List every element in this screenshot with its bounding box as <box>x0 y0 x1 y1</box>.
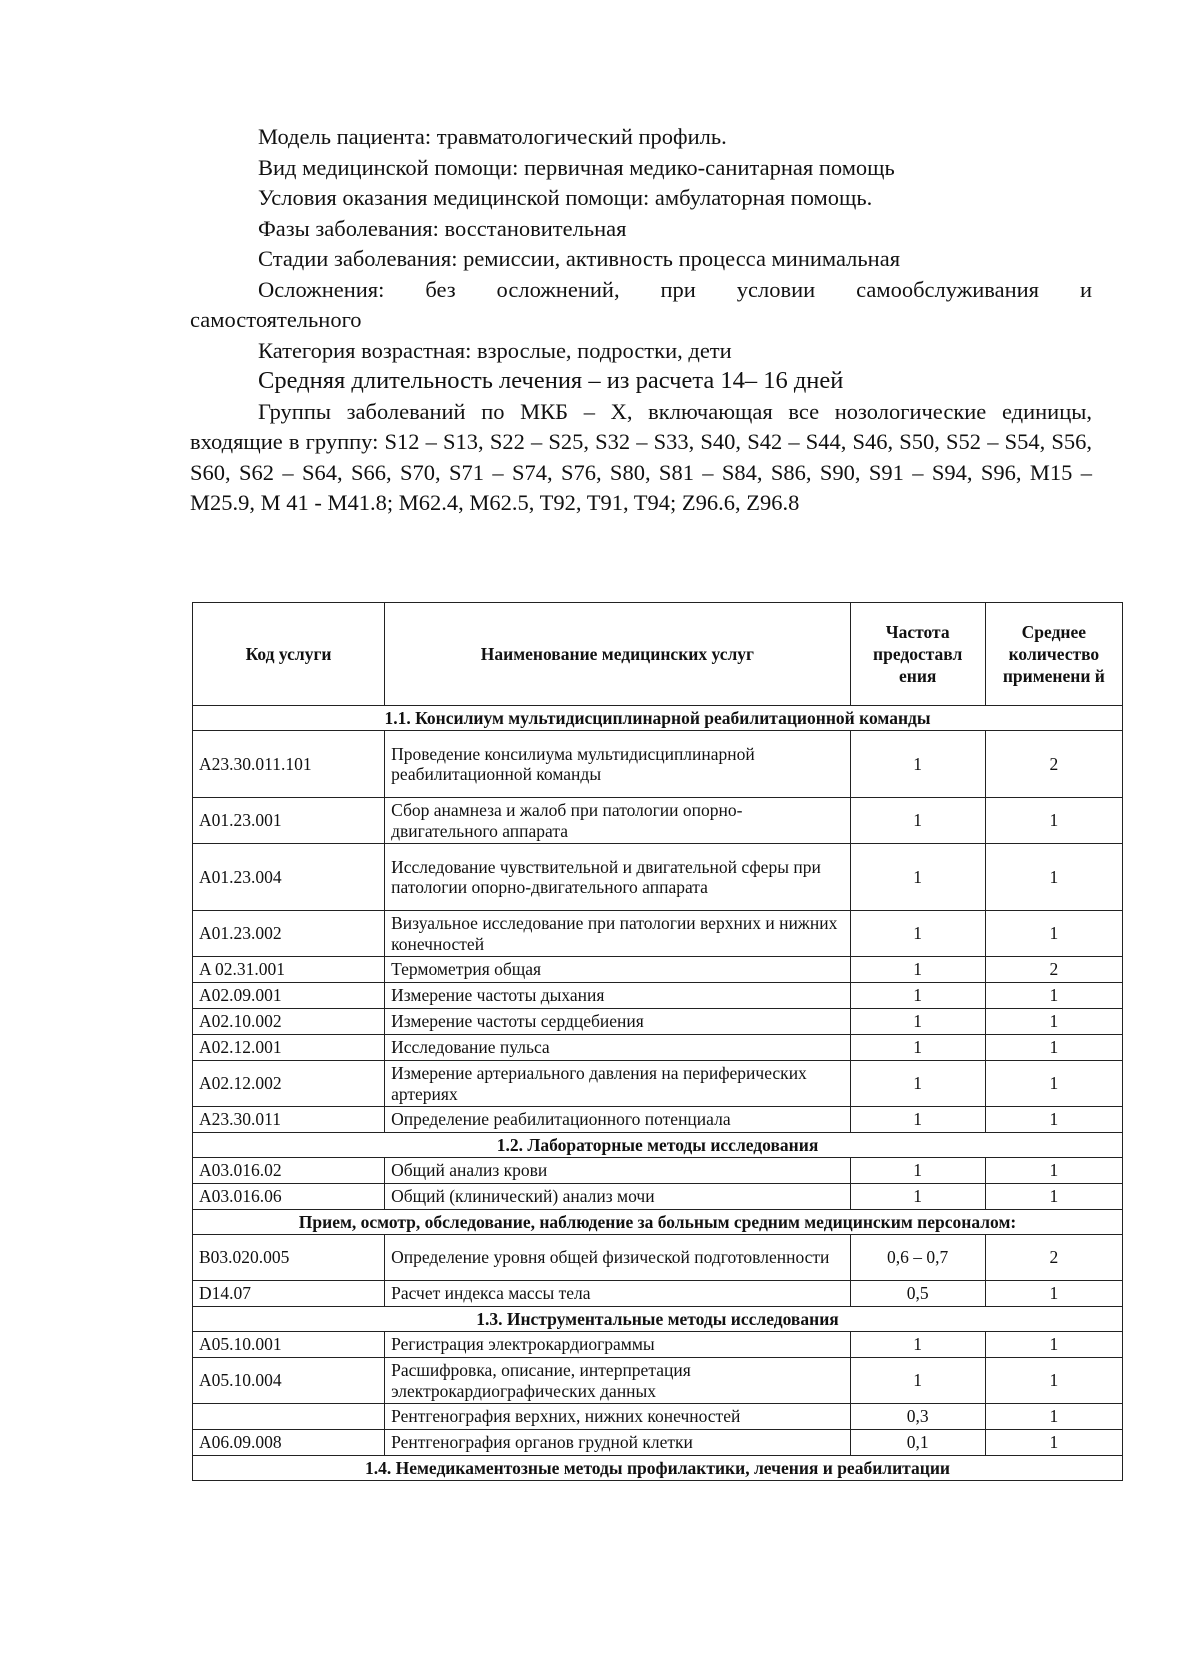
table-row <box>193 1184 1123 1210</box>
service-average-count: 1 <box>985 1158 1122 1184</box>
service-name: Расшифровка, описание, интерпретация электрокардиографических данных <box>385 1358 851 1404</box>
table-row <box>193 983 1123 1009</box>
service-code: A01.23.002 <box>193 911 385 957</box>
service-code: A 02.31.001 <box>193 957 385 983</box>
service-code: A23.30.011 <box>193 1107 385 1133</box>
service-average-count: 1 <box>985 1009 1122 1035</box>
service-code: A01.23.004 <box>193 844 385 911</box>
service-name: Рентгенография верхних, нижних конечностей <box>385 1404 851 1430</box>
section-title: Прием, осмотр, обследование, наблюдение за больным средним медицинским персоналом: <box>193 1210 1123 1235</box>
service-code: B03.020.005 <box>193 1235 385 1281</box>
service-code <box>193 1404 385 1430</box>
service-frequency: 1 <box>850 731 985 798</box>
column-header-average-count: Среднее количество применени й <box>985 603 1122 706</box>
service-average-count: 1 <box>985 983 1122 1009</box>
service-average-count: 1 <box>985 1430 1122 1456</box>
service-average-count: 2 <box>985 731 1122 798</box>
table-row <box>193 911 1123 957</box>
disease-stage-line: Стадии заболевания: ремиссии, активность процесса минимальная <box>258 246 901 271</box>
service-code: A06.09.008 <box>193 1430 385 1456</box>
table-row <box>193 1358 1123 1404</box>
service-name: Определение уровня общей физической подготовленности <box>385 1235 851 1281</box>
care-type-line: Вид медицинской помощи: первичная медико-санитарная помощь <box>258 154 895 180</box>
service-average-count: 1 <box>985 1281 1122 1307</box>
medical-services-table <box>192 602 1123 1481</box>
service-frequency: 1 <box>850 844 985 911</box>
service-code: A01.23.001 <box>193 798 385 844</box>
section-heading-row <box>193 1307 1123 1332</box>
service-name: Регистрация электрокардиограммы <box>385 1332 851 1358</box>
service-average-count: 1 <box>985 1184 1122 1210</box>
table-row <box>193 1035 1123 1061</box>
service-average-count: 1 <box>985 1358 1122 1404</box>
service-name: Термометрия общая <box>385 957 851 983</box>
section-heading-row <box>193 706 1123 731</box>
service-average-count: 1 <box>985 1332 1122 1358</box>
service-code: A05.10.001 <box>193 1332 385 1358</box>
service-code: A05.10.004 <box>193 1358 385 1404</box>
service-average-count: 1 <box>985 1107 1122 1133</box>
table-row <box>193 957 1123 983</box>
service-frequency: 1 <box>850 1009 985 1035</box>
service-frequency: 1 <box>850 1061 985 1107</box>
table-row <box>193 1107 1123 1133</box>
service-name: Расчет индекса массы тела <box>385 1281 851 1307</box>
service-frequency: 1 <box>850 983 985 1009</box>
patient-model-line: Модель пациента: травматологический профиль. <box>258 124 727 149</box>
service-code: A02.12.002 <box>193 1061 385 1107</box>
table-row <box>193 731 1123 798</box>
service-average-count: 1 <box>985 1035 1122 1061</box>
service-code: A23.30.011.101 <box>193 731 385 798</box>
section-title: 1.3. Инструментальные методы исследования <box>193 1307 1123 1332</box>
service-average-count: 2 <box>985 1235 1122 1281</box>
service-frequency: 1 <box>850 957 985 983</box>
section-heading-row <box>193 1456 1123 1481</box>
service-name: Исследование чувствительной и двигательной сферы при патологии опорно-двигательного аппарата <box>385 844 851 911</box>
service-name: Измерение артериального давления на периферических артериях <box>385 1061 851 1107</box>
service-code: A02.09.001 <box>193 983 385 1009</box>
service-code: A02.10.002 <box>193 1009 385 1035</box>
service-frequency: 0,5 <box>850 1281 985 1307</box>
table-row <box>193 1281 1123 1307</box>
service-name: Общий (клинический) анализ мочи <box>385 1184 851 1210</box>
section-title: 1.2. Лабораторные методы исследования <box>193 1133 1123 1158</box>
age-category-line: Категория возрастная: взрослые, подростки, дети <box>258 337 732 363</box>
service-code: A02.12.001 <box>193 1035 385 1061</box>
table-row <box>193 1061 1123 1107</box>
service-name: Визуальное исследование при патологии верхних и нижних конечностей <box>385 911 851 957</box>
table-row <box>193 798 1123 844</box>
table-row <box>193 1404 1123 1430</box>
section-title: 1.1. Консилиум мультидисциплинарной реабилитационной команды <box>193 706 1123 731</box>
table-header-row <box>193 603 1123 706</box>
section-heading-row <box>193 1210 1123 1235</box>
service-average-count: 1 <box>985 911 1122 957</box>
service-average-count: 1 <box>985 798 1122 844</box>
table-row <box>193 1009 1123 1035</box>
service-frequency: 1 <box>850 1107 985 1133</box>
service-average-count: 1 <box>985 1061 1122 1107</box>
care-conditions-line: Условия оказания медицинской помощи: амбулаторная помощь. <box>258 185 873 210</box>
column-header-name: Наименование медицинских услуг <box>385 603 851 706</box>
treatment-duration-line: Средняя длительность лечения – из расчета 14– 16 дней <box>258 367 844 394</box>
service-code: A03.016.06 <box>193 1184 385 1210</box>
table-row <box>193 1430 1123 1456</box>
icd-groups-paragraph: Группы заболеваний по МКБ – Х, включающая все нозологические единицы, входящие в группу: S12 – S13, S22 – S25, S32 – S33, S40, S42 – S44, S46, S50, S52 – S54, S56, S60, S62 – S64, S66, S70, S71 – S74, S76, S80, S81 – S84, S86, S90, S91 – S94, S96, M15 – M25.9, M 41 - M41.8; M62.4, M62.5, T92, T91, T94; Z96.6, Z96.8 <box>190 398 1092 515</box>
service-frequency: 1 <box>850 1358 985 1404</box>
table-row <box>193 1158 1123 1184</box>
section-title: 1.4. Немедикаментозные методы профилактики, лечения и реабилитации <box>193 1456 1123 1481</box>
service-name: Исследование пульса <box>385 1035 851 1061</box>
column-header-code: Код услуги <box>193 603 385 706</box>
service-average-count: 2 <box>985 957 1122 983</box>
service-code: A03.016.02 <box>193 1158 385 1184</box>
service-name: Проведение консилиума мультидисциплинарной реабилитационной команды <box>385 731 851 798</box>
service-name: Сбор анамнеза и жалоб при патологии опорно-двигательного аппарата <box>385 798 851 844</box>
service-frequency: 1 <box>850 911 985 957</box>
service-frequency: 0,3 <box>850 1404 985 1430</box>
column-header-frequency: Частота предоставл ения <box>850 603 985 706</box>
service-frequency: 1 <box>850 1035 985 1061</box>
service-frequency: 1 <box>850 798 985 844</box>
table-row <box>193 1235 1123 1281</box>
table-row <box>193 1332 1123 1358</box>
service-name: Измерение частоты дыхания <box>385 983 851 1009</box>
section-heading-row <box>193 1133 1123 1158</box>
service-frequency: 0,6 – 0,7 <box>850 1235 985 1281</box>
table-row <box>193 844 1123 911</box>
service-average-count: 1 <box>985 1404 1122 1430</box>
service-name: Рентгенография органов грудной клетки <box>385 1430 851 1456</box>
complications-line: Осложнения: без осложнений, при условии самообслуживания и <box>258 276 1092 302</box>
document-header <box>190 122 1092 519</box>
service-frequency: 1 <box>850 1158 985 1184</box>
service-frequency: 0,1 <box>850 1430 985 1456</box>
service-code: D14.07 <box>193 1281 385 1307</box>
complications-line-continued: самостоятельного <box>190 307 362 332</box>
disease-phase-line: Фазы заболевания: восстановительная <box>258 215 627 241</box>
service-average-count: 1 <box>985 844 1122 911</box>
service-name: Определение реабилитационного потенциала <box>385 1107 851 1133</box>
service-frequency: 1 <box>850 1332 985 1358</box>
service-name: Измерение частоты сердцебиения <box>385 1009 851 1035</box>
service-frequency: 1 <box>850 1184 985 1210</box>
service-name: Общий анализ крови <box>385 1158 851 1184</box>
